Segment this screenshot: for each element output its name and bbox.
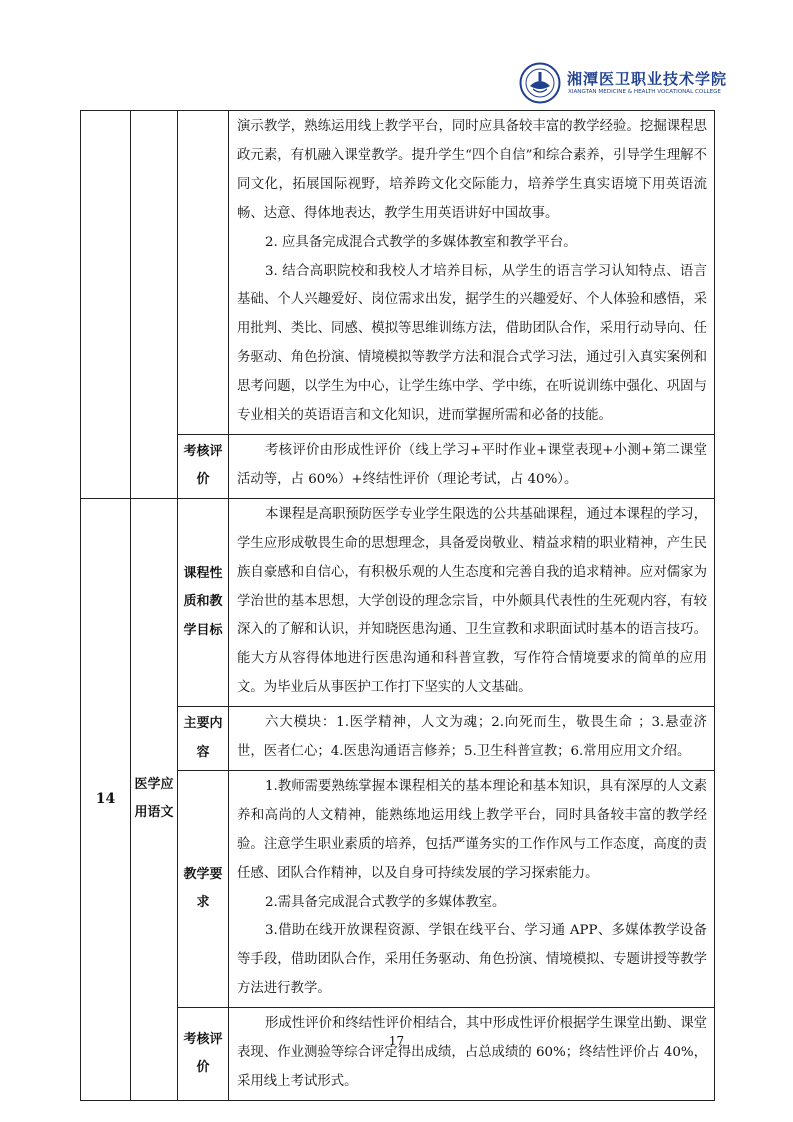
content-text: 六大模块：1.医学精神，人文为魂；2.向死而生，敬畏生命 ；3.悬壶济世，医者仁心；4.医患沟通语言修养；5.卫生科普宣教；6.常用应用文介绍。: [237, 715, 707, 760]
prev-course-teaching-row: [81, 111, 715, 435]
teaching-paragraph-3: 3.借助在线开放课程资源、学银在线平台、学习通 APP、多媒体教学设备等手段，借助团队合作，采用任务驱动、角色扮演、情境模拟、专题讲授等教学方法进行教学。: [237, 923, 707, 997]
course-number: 14: [81, 498, 131, 1100]
prev-assessment-label: 考核评价: [178, 434, 229, 498]
course-table: [80, 110, 715, 1101]
nature-cell: [229, 498, 715, 706]
school-name-en: XIANGTAN MEDICINE & HEALTH VOCATIONAL COLLEGE: [568, 89, 721, 95]
teaching-paragraph-1: 1.教师需要熟练掌握本课程相关的基本理论和基本知识，具有深厚的人文素养和高尚的人文精神，能熟练地运用线上教学平台，同时具备较丰富的教学经验。注意学生职业素质的培养，包括严谨务实的工作作风与工作态度，高度的责任感、团队合作精神，以及自身可持续发展的学习探索能力。: [237, 778, 707, 881]
school-logo: [519, 62, 728, 108]
course-nature-row: [81, 498, 715, 706]
content-cell: [229, 707, 715, 771]
prev-assessment-text: 考核评价由形成性评价（线上学习+平时作业+课堂表现+小测+第二课堂活动等，占 60%）+终结性评价（理论考试，占 40%）。: [237, 442, 707, 487]
page-number: 17: [388, 1034, 405, 1048]
prev-assessment-cell: [229, 434, 715, 498]
nature-text: 本课程是高职预防医学专业学生限选的公共基础课程，通过本课程的学习，学生应形成敬畏生命的思想理念，具备爱岗敬业、精益求精的职业精神，产生民族自豪感和自信心，有积极乐观的人生态度和完善自我的追求精神。应对儒家为学治世的基本思想，大学创设的理念宗旨，中外颇具代表性的生死观内容，有较深入的了解和认识，并知晓医患沟通、卫生宣教和求职面试时基本的语言技巧。能大方从容得体地进行医患沟通和科普宣教，写作符合情境要求的简单的应用文。为毕业后从事医护工作打下坚实的人文基础。: [237, 506, 707, 696]
assessment-label: 考核评价: [178, 1008, 229, 1101]
content-label: 主要内容: [178, 707, 229, 771]
prev-course-teaching-label-cell: [178, 111, 229, 435]
nature-label: 课程性质和教学目标: [178, 498, 229, 706]
assessment-cell: [229, 1008, 715, 1101]
prev-teaching-paragraph-1: 演示教学，熟练运用线上教学平台，同时应具备较丰富的教学经验。挖掘课程思政元素，有机融入课堂教学。提升学生“四个自信”和综合素养，引导学生理解不同文化，拓展国际视野，培养跨文化交际能力，培养学生真实语境下用英语流畅、达意、得体地表达，教学生用英语讲好中国故事。: [237, 119, 707, 221]
prev-course-number-cell: [81, 111, 131, 499]
prev-course-teaching-cell: [229, 111, 715, 435]
prev-course-name-cell: [131, 111, 178, 499]
assessment-text: 形成性评价和终结性评价相结合，其中形成性评价根据学生课堂出勤、课堂表现、作业测验等综合评定得出成绩，占总成绩的 60%；终结性评价占 40%，采用线上考试形式。: [237, 1016, 707, 1089]
prev-teaching-paragraph-3: 3. 结合高职院校和我校人才培养目标，从学生的语言学习认知特点、语言基础、个人兴趣爱好、岗位需求出发，据学生的兴趣爱好、个人体验和感悟，采用批判、类比、同感、模拟等思维训练方法，借助团队合作，采用行动导向、任务驱动、角色扮演、情境模拟等教学方法和混合式学习法，通过引入真实案例和思考问题，以学生为中心，让学生练中学、学中练，在听说训练中强化、巩固与专业相关的英语语言和文化知识，进而掌握所需和必备的技能。: [237, 263, 707, 424]
teaching-cell: [229, 770, 715, 1007]
prev-teaching-paragraph-2: 2. 应具备完成混合式教学的多媒体教室和教学平台。: [265, 234, 577, 250]
teaching-paragraph-2: 2.需具备完成混合式教学的多媒体教室。: [265, 894, 506, 910]
course-name: 医学应用语文: [131, 498, 178, 1100]
school-emblem-icon: [519, 62, 561, 104]
teaching-label: 教学要求: [178, 770, 229, 1007]
school-name-cn: 湘潭医卫职业技术学院: [567, 70, 728, 88]
